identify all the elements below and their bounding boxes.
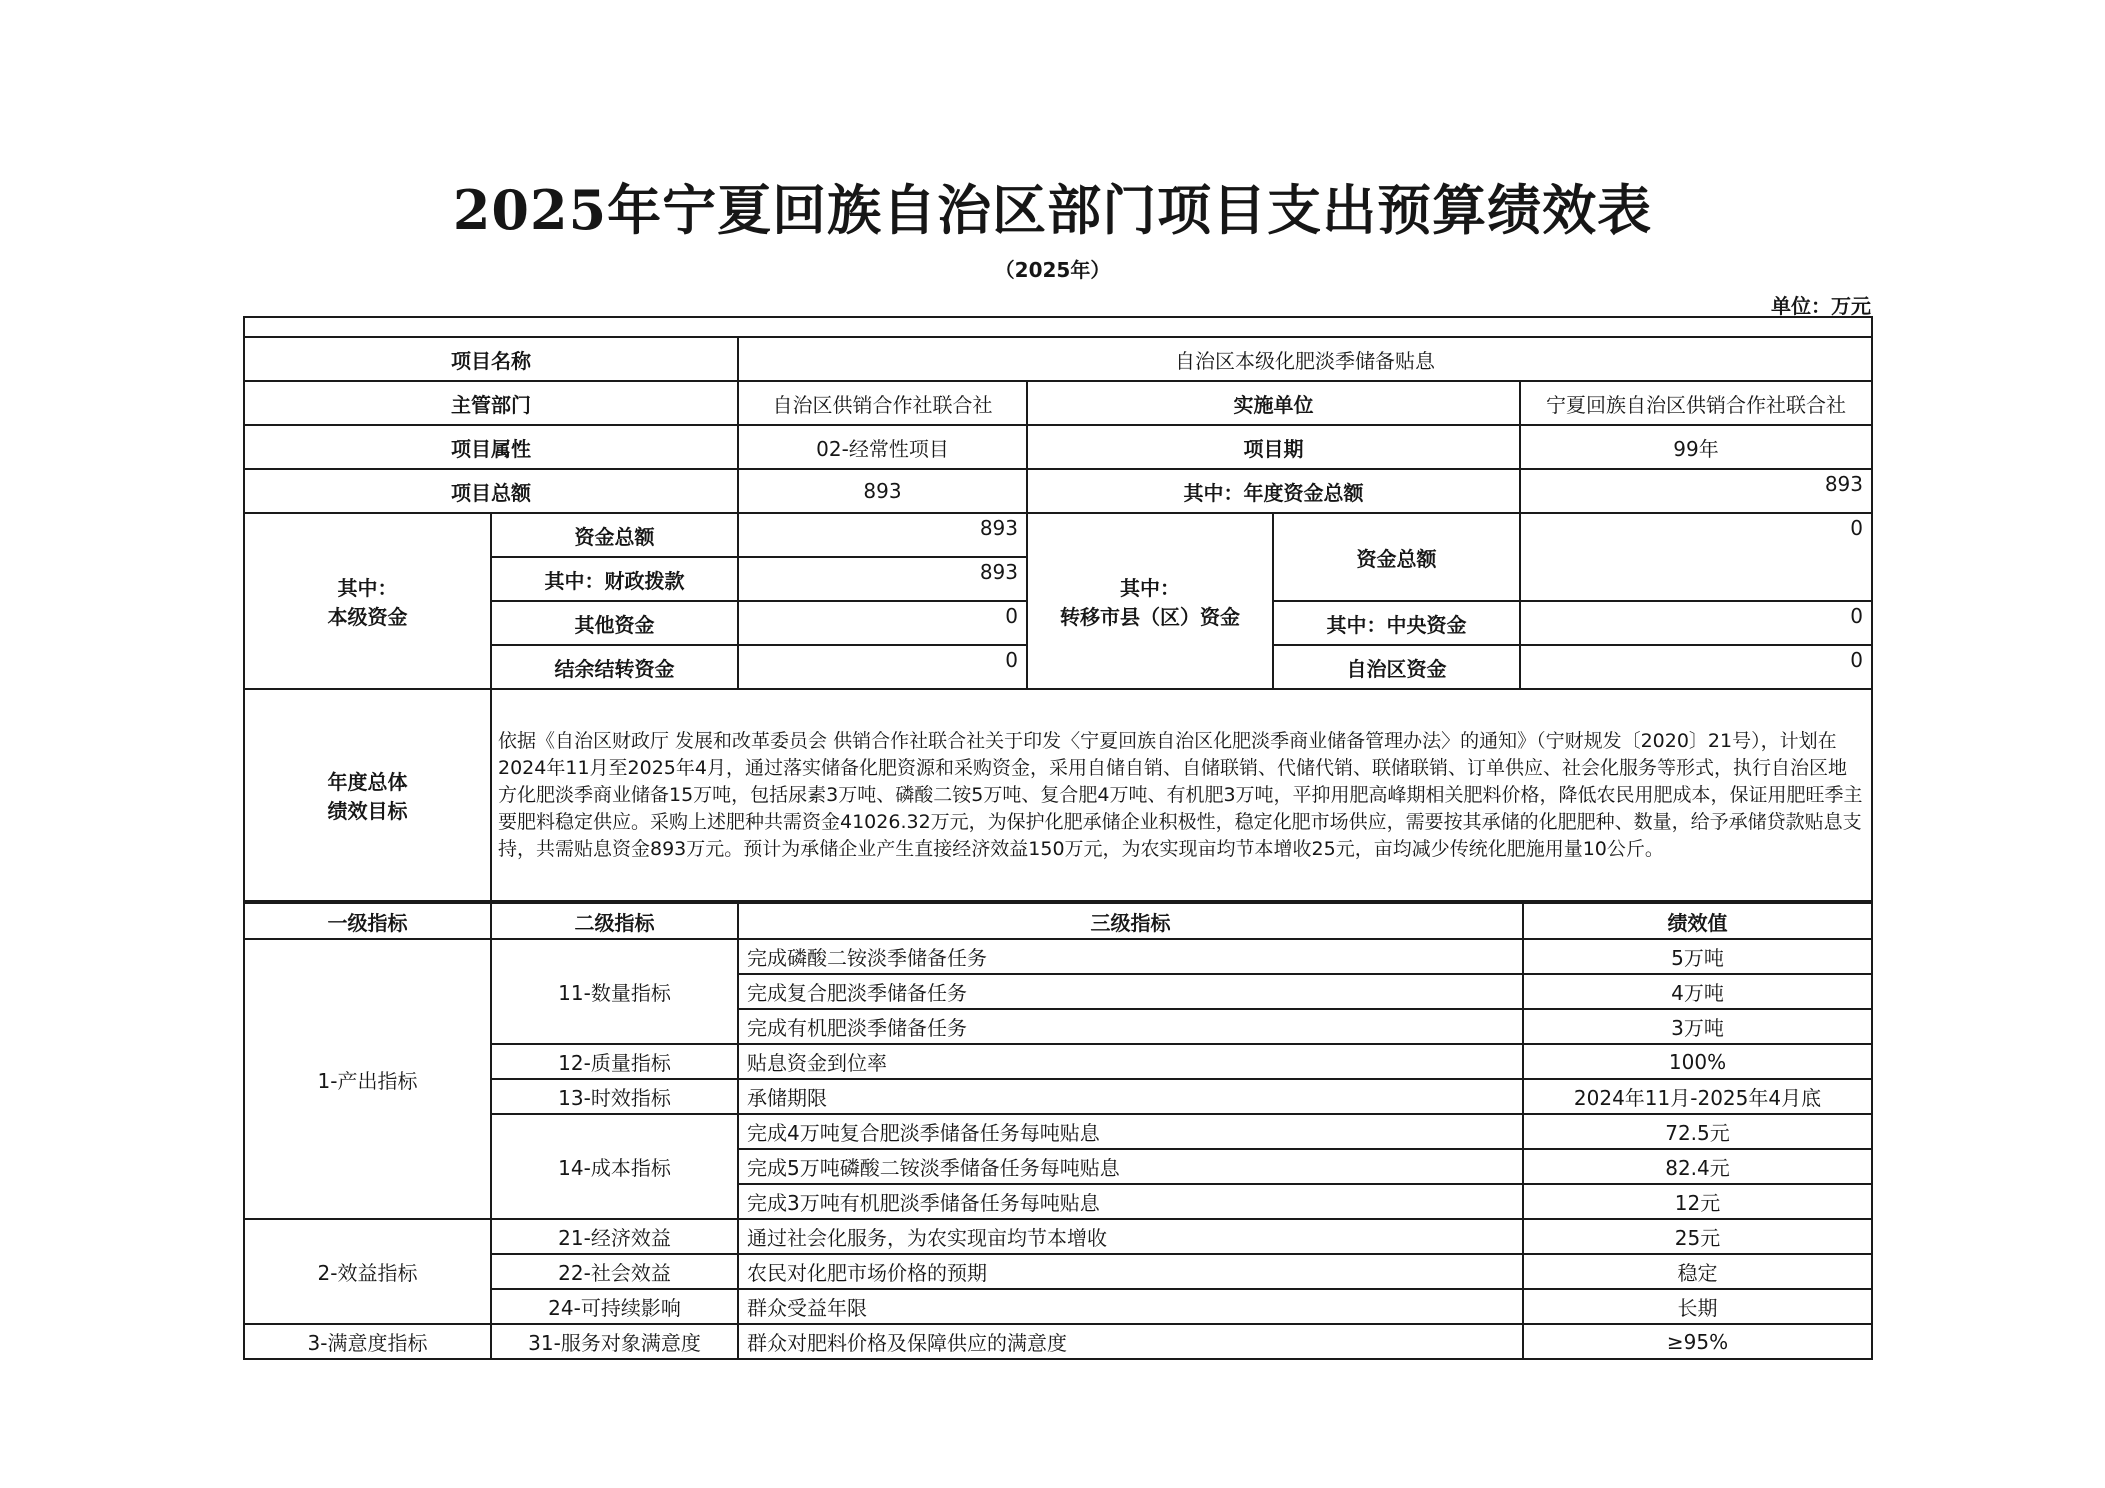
regional-funds-value: 0 bbox=[1520, 645, 1872, 689]
attribute-label: 项目属性 bbox=[244, 425, 738, 469]
transfer-fund-total-value: 0 bbox=[1520, 513, 1872, 601]
level2-sustainable: 24-可持续影响 bbox=[491, 1289, 738, 1324]
local-fund-total-label: 资金总额 bbox=[491, 513, 738, 557]
annual-total-value: 893 bbox=[1520, 469, 1872, 513]
level2-economic: 21-经济效益 bbox=[491, 1219, 738, 1254]
indicator-value: 82.4元 bbox=[1523, 1149, 1872, 1184]
level1-satisfaction: 3-满意度指标 bbox=[244, 1324, 491, 1359]
total-value: 893 bbox=[738, 469, 1027, 513]
indicator-value: 12元 bbox=[1523, 1184, 1872, 1219]
header-level3: 三级指标 bbox=[738, 903, 1523, 939]
indicator-name: 群众受益年限 bbox=[738, 1289, 1523, 1324]
period-value: 99年 bbox=[1520, 425, 1872, 469]
indicator-name: 完成有机肥淡季储备任务 bbox=[738, 1009, 1523, 1044]
level2-quantity: 11-数量指标 bbox=[491, 939, 738, 1044]
indicator-name: 完成4万吨复合肥淡季储备任务每吨贴息 bbox=[738, 1114, 1523, 1149]
central-funds-label: 其中：中央资金 bbox=[1273, 601, 1520, 645]
indicator-value: 72.5元 bbox=[1523, 1114, 1872, 1149]
indicator-value: ≥95% bbox=[1523, 1324, 1872, 1359]
other-funds-label: 其他资金 bbox=[491, 601, 738, 645]
project-info-table bbox=[243, 316, 1873, 902]
goal-text: 依据《自治区财政厅 发展和改革委员会 供销合作社联合社关于印发〈宁夏回族自治区化肥淡季商业储备管理办法〉的通知》（宁财规发〔2020〕21号），计划在2024年11月至2025年4月，通过落实储备化肥资源和采购资金，采用自储自销、自储联销、代储代销、联储联销、订单供应、社会化服务等形式，执行自治区地方化肥淡季商业储备15万吨，包括尿素3万吨、磷酸二铵5万吨、复合肥4万吨、有机肥3万吨，平抑用肥高峰期相关肥料价格，降低农民用肥成本，保证用肥旺季主要肥料稳定供应。采购上述肥种共需资金41026.32万元，为保护化肥承储企业积极性，稳定化肥市场供应，需要按其承储的化肥肥种、数量，给予承储贷款贴息支持，共需贴息资金893万元。预计为承储企业产生直接经济效益150万元，为农实现亩均节本增收25元，亩均减少传统化肥施用量10公斤。 bbox=[491, 689, 1872, 901]
local-funds-label: 其中： 本级资金 bbox=[244, 513, 491, 689]
goal-label: 年度总体 绩效目标 bbox=[244, 689, 491, 901]
indicator-name: 通过社会化服务，为农实现亩均节本增收 bbox=[738, 1219, 1523, 1254]
indicator-value: 100% bbox=[1523, 1044, 1872, 1079]
header-value: 绩效值 bbox=[1523, 903, 1872, 939]
indicator-value: 长期 bbox=[1523, 1289, 1872, 1324]
project-name-label: 项目名称 bbox=[244, 337, 738, 381]
fiscal-label: 其中：财政拨款 bbox=[491, 557, 738, 601]
indicator-name: 承储期限 bbox=[738, 1079, 1523, 1114]
document-year: （2025年） bbox=[994, 258, 1111, 282]
indicator-name: 群众对肥料价格及保障供应的满意度 bbox=[738, 1324, 1523, 1359]
indicator-value: 4万吨 bbox=[1523, 974, 1872, 1009]
supervisor-label: 主管部门 bbox=[244, 381, 738, 425]
regional-funds-label: 自治区资金 bbox=[1273, 645, 1520, 689]
carryover-value: 0 bbox=[738, 645, 1027, 689]
indicator-name: 贴息资金到位率 bbox=[738, 1044, 1523, 1079]
level2-service: 31-服务对象满意度 bbox=[491, 1324, 738, 1359]
level2-social: 22-社会效益 bbox=[491, 1254, 738, 1289]
level1-output: 1-产出指标 bbox=[244, 939, 491, 1219]
header-level1: 一级指标 bbox=[244, 903, 491, 939]
transfer-fund-total-label: 资金总额 bbox=[1273, 513, 1520, 601]
indicator-name: 完成5万吨磷酸二铵淡季储备任务每吨贴息 bbox=[738, 1149, 1523, 1184]
indicator-name: 完成复合肥淡季储备任务 bbox=[738, 974, 1523, 1009]
indicator-table bbox=[243, 902, 1873, 1360]
indicator-value: 2024年11月-2025年4月底 bbox=[1523, 1079, 1872, 1114]
other-funds-value: 0 bbox=[738, 601, 1027, 645]
level2-quality: 12-质量指标 bbox=[491, 1044, 738, 1079]
document-title: 2025年宁夏回族自治区部门项目支出预算绩效表 bbox=[452, 178, 1653, 242]
indicator-value: 25元 bbox=[1523, 1219, 1872, 1254]
indicator-name: 完成3万吨有机肥淡季储备任务每吨贴息 bbox=[738, 1184, 1523, 1219]
project-name-value: 自治区本级化肥淡季储备贴息 bbox=[738, 337, 1872, 381]
header-level2: 二级指标 bbox=[491, 903, 738, 939]
indicator-value: 5万吨 bbox=[1523, 939, 1872, 974]
carryover-label: 结余结转资金 bbox=[491, 645, 738, 689]
local-fund-total-value: 893 bbox=[738, 513, 1027, 557]
annual-total-label: 其中：年度资金总额 bbox=[1027, 469, 1520, 513]
indicator-name: 农民对化肥市场价格的预期 bbox=[738, 1254, 1523, 1289]
implementer-value: 宁夏回族自治区供销合作社联合社 bbox=[1520, 381, 1872, 425]
level2-timeliness: 13-时效指标 bbox=[491, 1079, 738, 1114]
implementer-label: 实施单位 bbox=[1027, 381, 1520, 425]
level2-cost: 14-成本指标 bbox=[491, 1114, 738, 1219]
fiscal-value: 893 bbox=[738, 557, 1027, 601]
performance-form bbox=[243, 316, 1871, 1360]
level1-benefit: 2-效益指标 bbox=[244, 1219, 491, 1324]
indicator-value: 稳定 bbox=[1523, 1254, 1872, 1289]
central-funds-value: 0 bbox=[1520, 601, 1872, 645]
unit-label: 单位：万元 bbox=[1771, 294, 1871, 318]
period-label: 项目期 bbox=[1027, 425, 1520, 469]
total-label: 项目总额 bbox=[244, 469, 738, 513]
attribute-value: 02-经常性项目 bbox=[738, 425, 1027, 469]
indicator-value: 3万吨 bbox=[1523, 1009, 1872, 1044]
indicator-name: 完成磷酸二铵淡季储备任务 bbox=[738, 939, 1523, 974]
transfer-funds-label: 其中： 转移市县（区）资金 bbox=[1027, 513, 1273, 689]
supervisor-value: 自治区供销合作社联合社 bbox=[738, 381, 1027, 425]
